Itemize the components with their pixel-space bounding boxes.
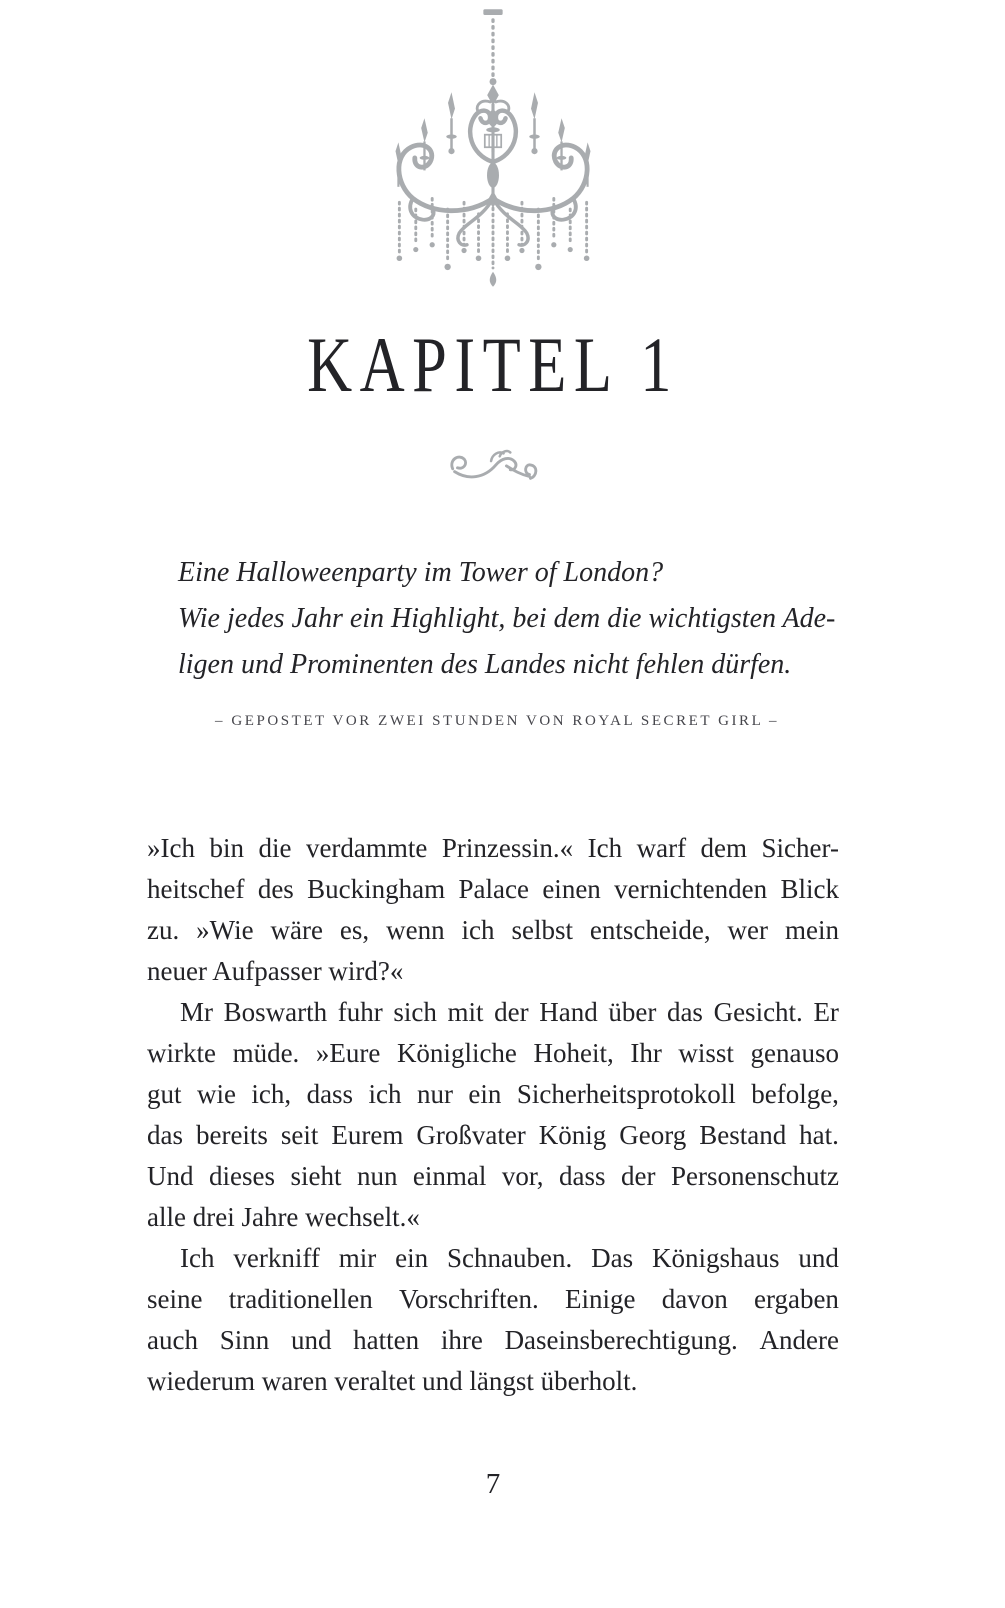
text-line: wiederum waren veraltet und längst überholt.	[147, 1366, 638, 1396]
text-line: wirkte müde. »Eure Königliche Hoheit, Ihr wisst genauso	[147, 1038, 839, 1068]
text-line: neuer Aufpasser wird?«	[147, 956, 404, 986]
chandelier-icon	[382, 8, 604, 300]
text-line: alle drei Jahre wechselt.«	[147, 1202, 420, 1232]
epigraph-line: Wie jedes Jahr ein Highlight, bei dem die wichtigsten Ade-	[178, 603, 836, 634]
text-line: auch Sinn und hatten ihre Daseinsberechtigung. Andere	[147, 1325, 839, 1355]
body-text	[147, 828, 839, 1402]
text-line: Mr Boswarth fuhr sich mit der Hand über das Gesicht. Er	[180, 997, 839, 1027]
text-line: gut wie ich, dass ich nur ein Sicherheitsprotokoll befolge,	[147, 1079, 839, 1109]
text-line: zu. »Wie wäre es, wenn ich selbst entscheide, wer mein	[147, 915, 839, 945]
book-page	[0, 8, 1005, 1608]
page-number: 7	[485, 1468, 501, 1500]
text-line: »Ich bin die verdammte Prinzessin.« Ich warf dem Sicher-	[147, 833, 839, 863]
text-line: heitschef des Buckingham Palace einen vernichtenden Blick	[147, 874, 839, 904]
chapter-title: KAPITEL 1	[307, 321, 679, 408]
epigraph-credit: – GEPOSTET VOR ZWEI STUNDEN VON ROYAL SECRET GIRL –	[215, 713, 780, 729]
scroll-flourish-icon	[445, 438, 541, 488]
text-line: Ich verkniff mir ein Schnauben. Das Königshaus und	[180, 1243, 839, 1273]
epigraph	[147, 550, 839, 744]
text-line: Und dieses sieht nun einmal vor, dass der Personenschutz	[147, 1161, 839, 1191]
page-content	[147, 8, 839, 1501]
epigraph-line: ligen und Prominenten des Landes nicht fehlen dürfen.	[178, 649, 792, 680]
text-line: das bereits seit Eurem Großvater König Georg Bestand hat.	[147, 1120, 839, 1150]
epigraph-line: Eine Halloweenparty im Tower of London?	[178, 557, 664, 588]
text-line: seine traditionellen Vorschriften. Einige davon ergaben	[147, 1284, 839, 1314]
